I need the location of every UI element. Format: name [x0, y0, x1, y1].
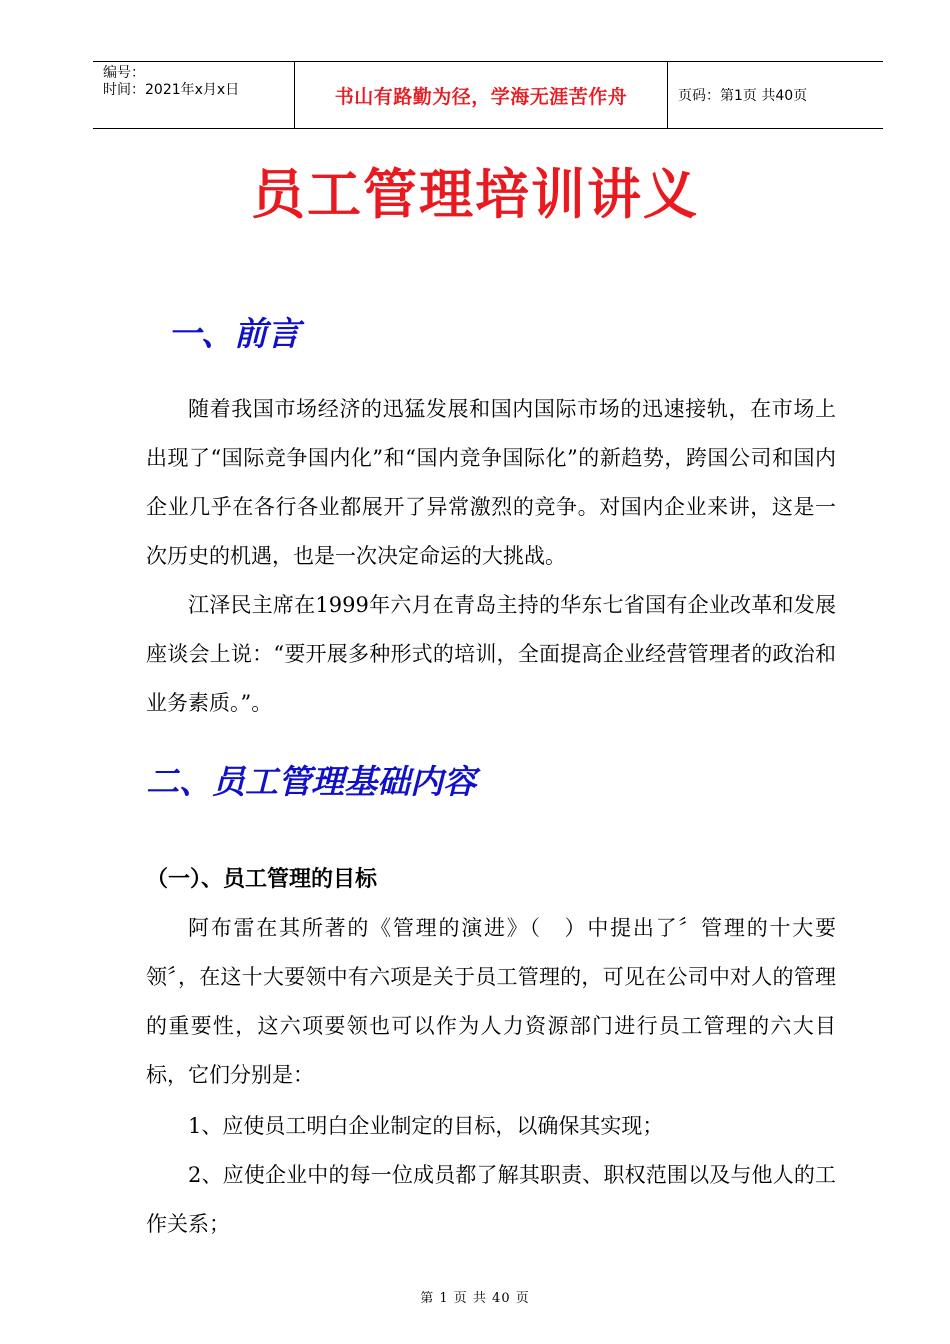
document-title: 员工管理培训讲义: [251, 163, 699, 226]
page-header: [93, 61, 883, 129]
section-heading-basics: 二、员工管理基础内容: [146, 762, 476, 801]
paragraph: 随着我国市场经济的迅猛发展和国内国际市场的迅速接轨，在市场上出现了“国际竞争国内化”和“国内竞争国际化”的新趋势，跨国公司和国内企业几乎在各行各业都展开了异常激烈的竞争。对国内企业来讲，这是一次历史的机遇，也是一次决定命运的大挑战。: [146, 397, 836, 568]
paragraph: 江泽民主席在1999年六月在青岛主持的华东七省国有企业改革和发展座谈会上说：“要开展多种形式的培训，全面提高企业经营管理者的政治和业务素质。”。: [146, 593, 836, 715]
header-page-info: 页码：第1页 共40页: [678, 88, 808, 104]
time-label: 时间：2021年x月x日: [103, 82, 240, 98]
header-motto: 书山有路勤为径，学海无涯苦作舟: [295, 62, 668, 128]
list-item: 2、应使企业中的每一位成员都了解其职责、职权范围以及与他人的工作关系；: [146, 1163, 836, 1236]
serial-label: 编号：: [103, 65, 145, 81]
list-item: 1、应使员工明白企业制定的目标，以确保其实现；: [188, 1114, 664, 1138]
subsection-heading-goals: （一）、员工管理的目标: [146, 867, 378, 892]
section-heading-preface: 一、前言: [168, 314, 300, 353]
paragraph: 阿布雷在其所著的《管理的演进》（ ）中提出了〞管理的十大要领〞，在这十大要领中有六项是关于员工管理的，可见在公司中对人的管理的重要性，这六项要领也可以作为人力资源部门进行员工管理的六大目标，它们分别是：: [146, 916, 836, 1087]
header-meta: [93, 62, 295, 128]
page-footer: 第 1 页 共 40 页: [420, 1291, 530, 1306]
